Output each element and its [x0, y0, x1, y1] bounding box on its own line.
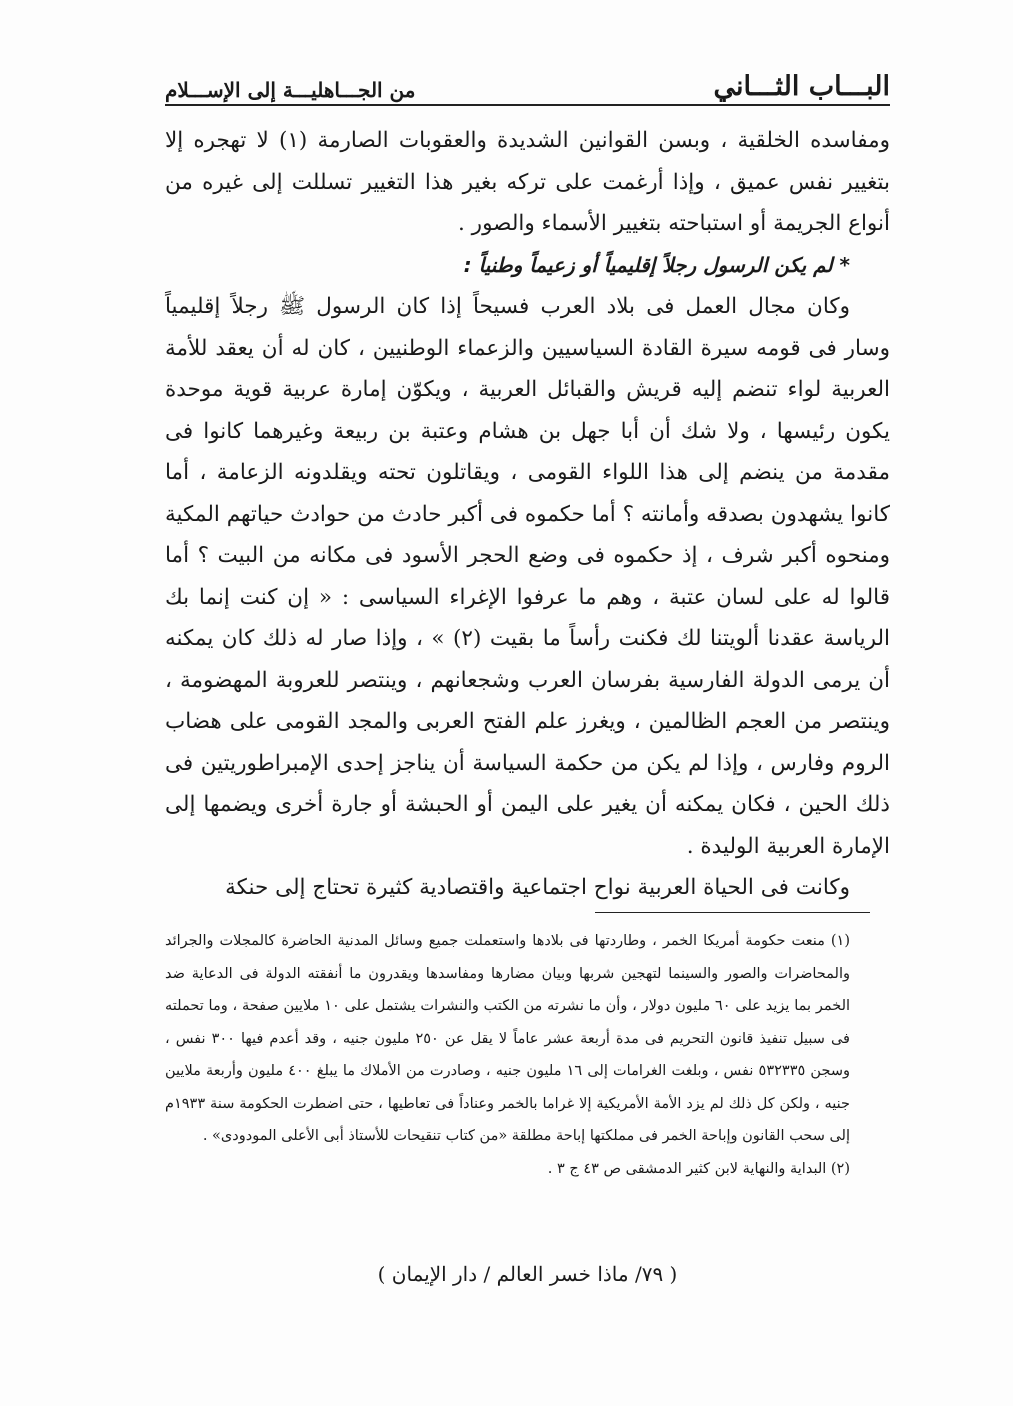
chapter-title: البـــاب الثـــاني — [713, 71, 890, 102]
paragraph-1: ومفاسده الخلقية ، وبسن القوانين الشديدة والعقوبات الصارمة (١) لا تهجره إلا بتغيير نفس عميق ، وإذا أرغمت على تركه بغير هذا التغيير تسللت إلى غيره من أنواع الجريمة أو استباحته بتغيير الأسماء والصور . — [165, 128, 890, 236]
footnote-divider — [595, 912, 870, 913]
header-divider — [165, 104, 890, 106]
book-section-title: من الجـــاهليـــة إلى الإســـلام — [165, 78, 416, 102]
footnotes — [165, 925, 890, 1185]
footnote-1: (١) منعت حكومة أمريكا الخمر ، وطاردتها فى بلادها واستعملت جميع وسائل المدنية الحاضرة كالمجلات والجرائد والمحاضرات والصور والسينما لتهجين شربها وبيان مضارها ومفاسدها ويقدرون ما أنفقته الدولة فى الدعاية ضد الخمر بما يزيد على ٦٠ مليون دولار ، وأن ما نشرته من الكتب والنشرات يشتمل على ١٠ ملايين صفحة ، وما تحملته فى سبيل تنفيذ قانون التحريم فى مدة أربعة عشر عاماً لا يقل عن ٢٥٠ مليون جنيه ، وقد أعدم فيها ٣٠٠ نفس ، وسجن ٥٣٢٣٣٥ نفس ، وبلغت الغرامات إلى ١٦ مليون جنيه ، وصادرت من الأملاك ما يبلغ ٤٠٠ مليون وأربعة ملايين جنيه ، ولكن كل ذلك لم يزد الأمة الأمريكية إلا غراما بالخمر وعناداً فى تعاطيها ، حتى اضطرت الحكومة سنة ١٩٣٣م إلى سحب القانون وإباحة الخمر فى مملكتها إباحة مطلقة «من كتاب تنقيحات للأستاذ أبى الأعلى المودودى» . — [165, 933, 851, 1144]
section-heading: * لم يكن الرسول رجلاً إقليمياً أو زعيماً وطنياً : — [463, 252, 850, 277]
running-header — [165, 62, 890, 102]
page-footer: ( ٧٩/ ماذا خسر العالم / دار الإيمان ) — [377, 1262, 678, 1286]
footnote-2: (٢) البداية والنهاية لابن كثير الدمشقى ص ٤٣ ج ٣ . — [547, 1160, 850, 1177]
paragraph-2: وكان مجال العمل فى بلاد العرب فسيحاً إذا كان الرسول ﷺ رجلاً إقليمياً وسار فى قومه سيرة القادة السياسيين والزعماء الوطنيين ، كان له أن يعقد للأمة العربية لواء تنضم إليه قريش والقبائل العربية ، ويكوّن إمارة عربية قوية موحدة يكون رئيسها ، ولا شك أن أبا جهل بن هشام وعتبة بن ربيعة وغيرهما كانوا فى مقدمة من ينضم إلى هذا اللواء القومى ، ويقاتلون تحته ويقلدونه الزعامة ، أما كانوا يشهدون بصدقه وأمانته ؟ أما حكموه فى أكبر حادث من حوادث حياتهم المكية ومنحوه أكبر شرف ، إذ حكموه فى وضع الحجر الأسود فى مكانه من البيت ؟ أما قالوا له على لسان عتبة ، وهم ما عرفوا الإغراء السياسى : « إن كنت إنما بك الرياسة عقدنا ألويتنا لك فكنت رأساً ما بقيت (٢) » ، وإذا صار له ذلك كان يمكنه أن يرمى الدولة الفارسية بفرسان العرب وشجعانهم ، وينتصر للعروبة المهضومة ، وينتصر من العجم الظالمين ، ويغرز علم الفتح العربى والمجد القومى على هضاب الروم وفارس ، وإذا لم يكن من حكمة السياسة أن يناجز إحدى الإمبراطوريتين فى ذلك الحين ، فكان يمكنه أن يغير على اليمن أو الحبشة أو جارة أخرى ويضمها إلى الإمارة العربية الوليدة . — [165, 294, 891, 859]
paragraph-3: وكانت فى الحياة العربية نواح اجتماعية واقتصادية كثيرة تحتاج إلى حنكة — [225, 875, 850, 900]
main-text — [165, 120, 890, 909]
